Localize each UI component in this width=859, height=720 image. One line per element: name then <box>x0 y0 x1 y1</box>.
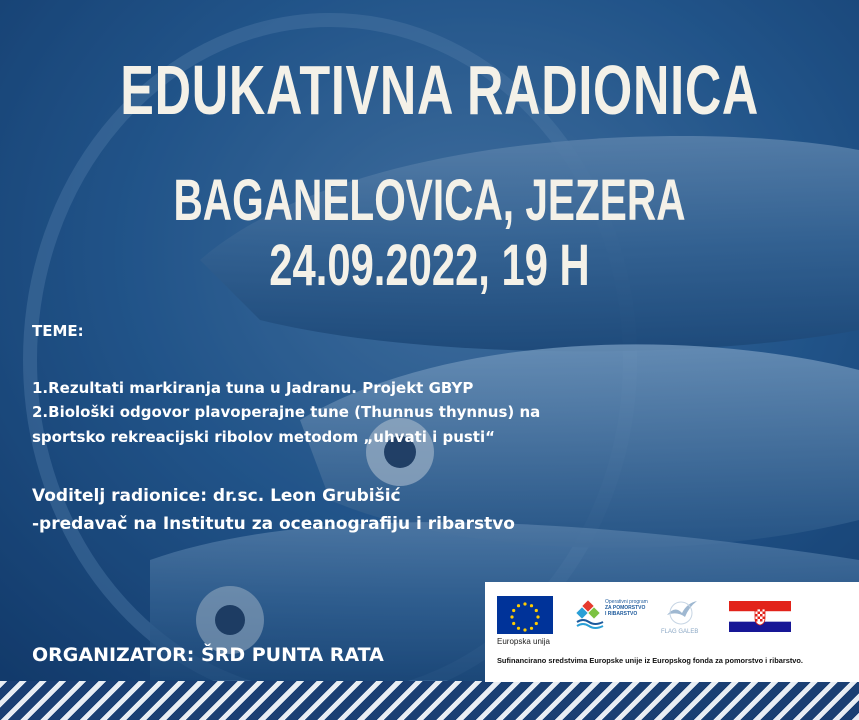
op-line-2: ZA POMORSTVO <box>605 605 646 611</box>
event-location: BAGANELOVICA, JEZERA <box>173 168 686 233</box>
event-datetime: 24.09.2022, 19 H <box>269 233 590 298</box>
organizer: ORGANIZATOR: ŠRD PUNTA RATA <box>32 644 384 666</box>
leader-affiliation: -predavač na Institutu za oceanografiju i ribarstvo <box>32 514 515 534</box>
topics-heading: TEME: <box>32 322 84 340</box>
page-title: EDUKATIVNA RADIONICA <box>120 51 760 129</box>
flag-galeb-label: FLAG GALEB <box>661 629 699 635</box>
topic-item-2-line-1: 2.Biološki odgovor plavoperajne tune (Thunnus thynnus) na <box>32 403 541 421</box>
topic-item-2-line-2: sportsko rekreacijski ribolov metodom „uhvati i pusti“ <box>32 428 495 446</box>
operational-programme-logo-icon <box>575 600 605 630</box>
funding-note: Sufinancirano sredstvima Europske unije iz Europskog fonda za pomorstvo i ribarstvo. <box>497 656 803 665</box>
op-line-3: I RIBARSTVO <box>605 611 638 617</box>
operational-programme-text <box>605 599 648 617</box>
workshop-leader: Voditelj radionice: dr.sc. Leon Grubišić <box>32 486 401 506</box>
striped-footer-band <box>0 681 859 720</box>
op-line-1: Operativni program <box>605 599 648 605</box>
topic-item-1: 1.Rezultati markiranja tuna u Jadranu. Projekt GBYP <box>32 379 474 397</box>
eu-label: Europska unija <box>497 637 550 646</box>
sponsor-logo-panel <box>485 582 859 682</box>
croatia-flag-icon <box>729 601 791 632</box>
seagull-logo-icon <box>665 597 699 627</box>
eu-flag-icon <box>497 596 553 634</box>
